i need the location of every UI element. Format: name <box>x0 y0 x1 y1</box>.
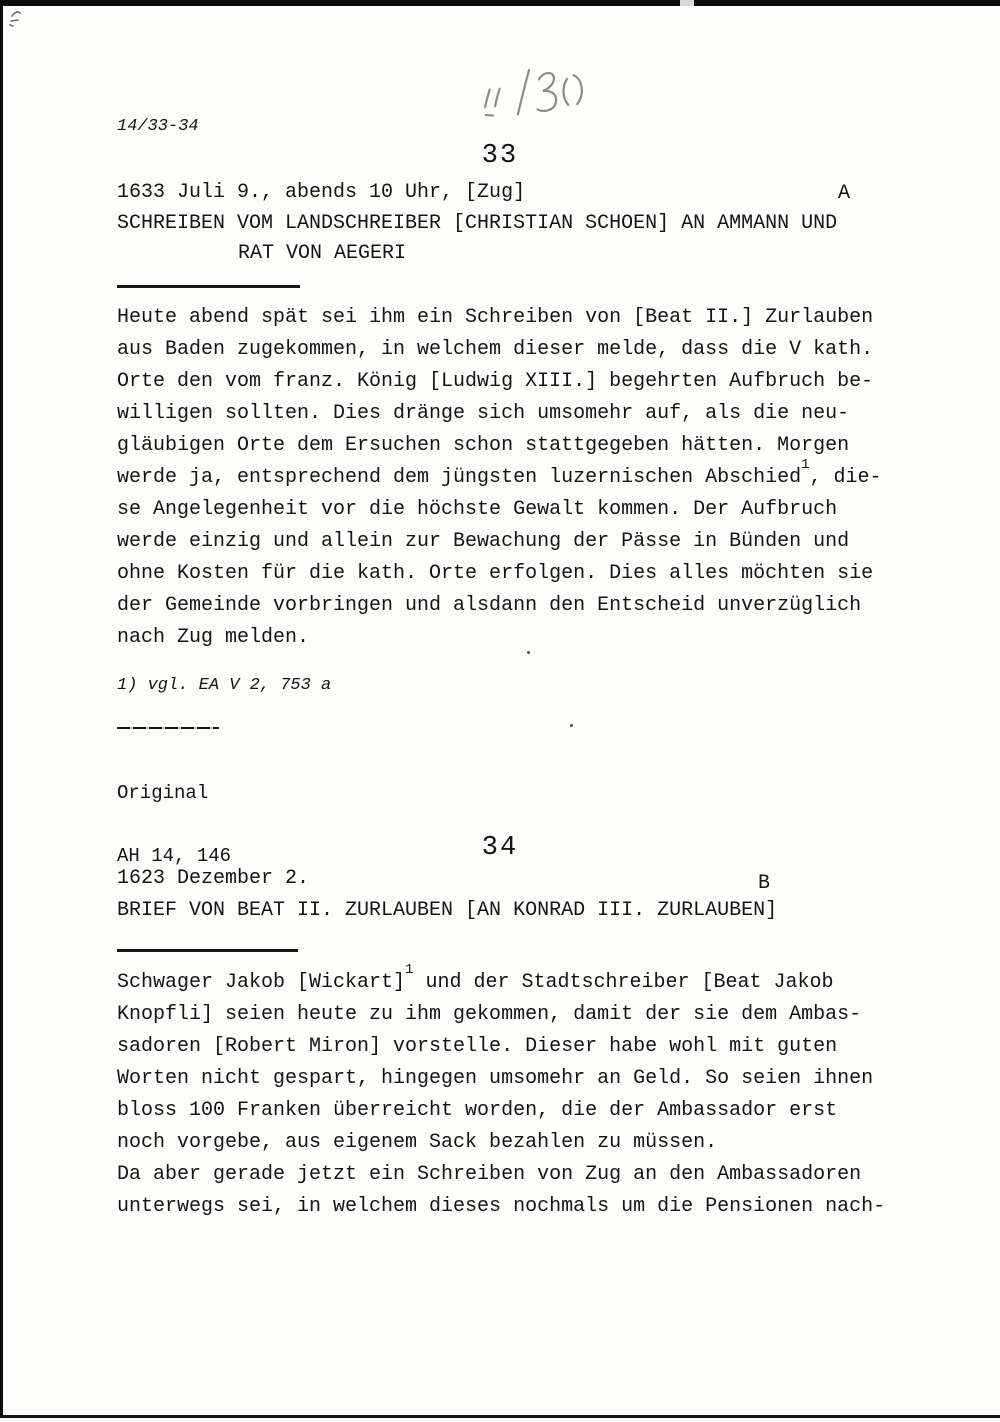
section-33-divider-rule <box>117 285 300 288</box>
section-33-number: 33 <box>481 141 519 171</box>
section-34-date-line: 1623 Dezember 2. <box>117 867 310 890</box>
body-line: werde einzig und allein zur Bewachung der Pässe in Bünden und <box>117 530 850 553</box>
source-divider-rule <box>117 727 219 729</box>
body-line: willigen sollten. Dies dränge sich umsomehr auf, als die neu- <box>117 402 850 425</box>
scan-edge-top <box>0 0 1000 6</box>
document-range-label: 14/33-34 <box>117 117 199 136</box>
footnote-reference: 1 <box>801 457 810 474</box>
scan-edge-left <box>0 6 3 1416</box>
scan-edge-bottom <box>0 1415 1000 1418</box>
body-line: Orte den vom franz. König [Ludwig XIII.] begehrten Aufbruch be- <box>117 370 874 393</box>
body-line: unterwegs sei, in welchem dieses nochmals um die Pensionen nach- <box>117 1195 886 1218</box>
section-33-letter-mark: A <box>838 182 851 205</box>
section-34-letter-mark: B <box>758 872 771 895</box>
footnote-reference: 1 <box>405 962 414 979</box>
source-shelfmark: AH 14, 146 <box>117 845 232 867</box>
section-34-title-line1: BRIEF VON BEAT II. ZURLAUBEN [AN KONRAD III. ZURLAUBEN] <box>117 899 778 922</box>
body-line: se Angelegenheit vor die höchste Gewalt kommen. Der Aufbruch <box>117 498 838 521</box>
body-line: noch vorgebe, aus eigenem Sack bezahlen zu müssen. <box>117 1131 718 1154</box>
body-line: nach Zug melden. <box>117 626 310 649</box>
body-line <box>117 962 885 999</box>
body-line: Heute abend spät sei ihm ein Schreiben von [Beat II.] Zurlauben <box>117 306 874 329</box>
source-type: Original <box>117 782 209 804</box>
body-line: Worten nicht gespart, hingegen umsomehr an Geld. So seien ihnen <box>117 1067 874 1090</box>
body-line-text: werde ja, entsprechend dem jüngsten luzernischen Abschied <box>117 466 802 489</box>
body-line: aus Baden zugekommen, in welchem dieser melde, dass die V kath. <box>117 338 874 361</box>
section-33-title-line1: SCHREIBEN VOM LANDSCHREIBER [CHRISTIAN SCHOEN] AN AMMANN UND <box>117 212 838 235</box>
body-line <box>117 457 882 494</box>
section-34-divider-rule <box>117 949 298 952</box>
handwritten-annotation <box>466 58 620 126</box>
body-line: der Gemeinde vorbringen und alsdann den Entscheid unverzüglich <box>117 594 862 617</box>
section-34-body-paragraph <box>117 962 886 1223</box>
section-33-footnote: 1) vgl. EA V 2, 753 a <box>117 676 332 695</box>
body-line: gläubigen Orte dem Ersuchen schon stattgegeben hätten. Morgen <box>117 434 850 457</box>
body-line: Knopfli] seien heute zu ihm gekommen, damit der sie dem Ambas- <box>117 1003 862 1026</box>
section-33-date-line: 1633 Juli 9., abends 10 Uhr, [Zug] <box>117 181 526 204</box>
body-line-text: Schwager Jakob [Wickart] <box>117 971 406 994</box>
scan-speck <box>527 651 530 654</box>
body-line: sadoren [Robert Miron] vorstelle. Dieser habe wohl mit guten <box>117 1035 838 1058</box>
scan-speck <box>570 724 573 727</box>
body-line-text: , die- <box>809 466 882 489</box>
body-line: Da aber gerade jetzt ein Schreiben von Zug an den Ambassadoren <box>117 1163 862 1186</box>
section-33-title-line2: RAT VON AEGERI <box>238 242 407 265</box>
body-line: ohne Kosten für die kath. Orte erfolgen. Dies alles möchten sie <box>117 562 874 585</box>
corner-scribble-mark <box>6 6 46 32</box>
body-line-text: und der Stadtschreiber [Beat Jakob <box>413 971 834 994</box>
section-33-body-paragraph <box>117 302 882 654</box>
body-line: bloss 100 Franken überreicht worden, die der Ambassador erst <box>117 1099 838 1122</box>
section-34-number: 34 <box>481 833 519 863</box>
